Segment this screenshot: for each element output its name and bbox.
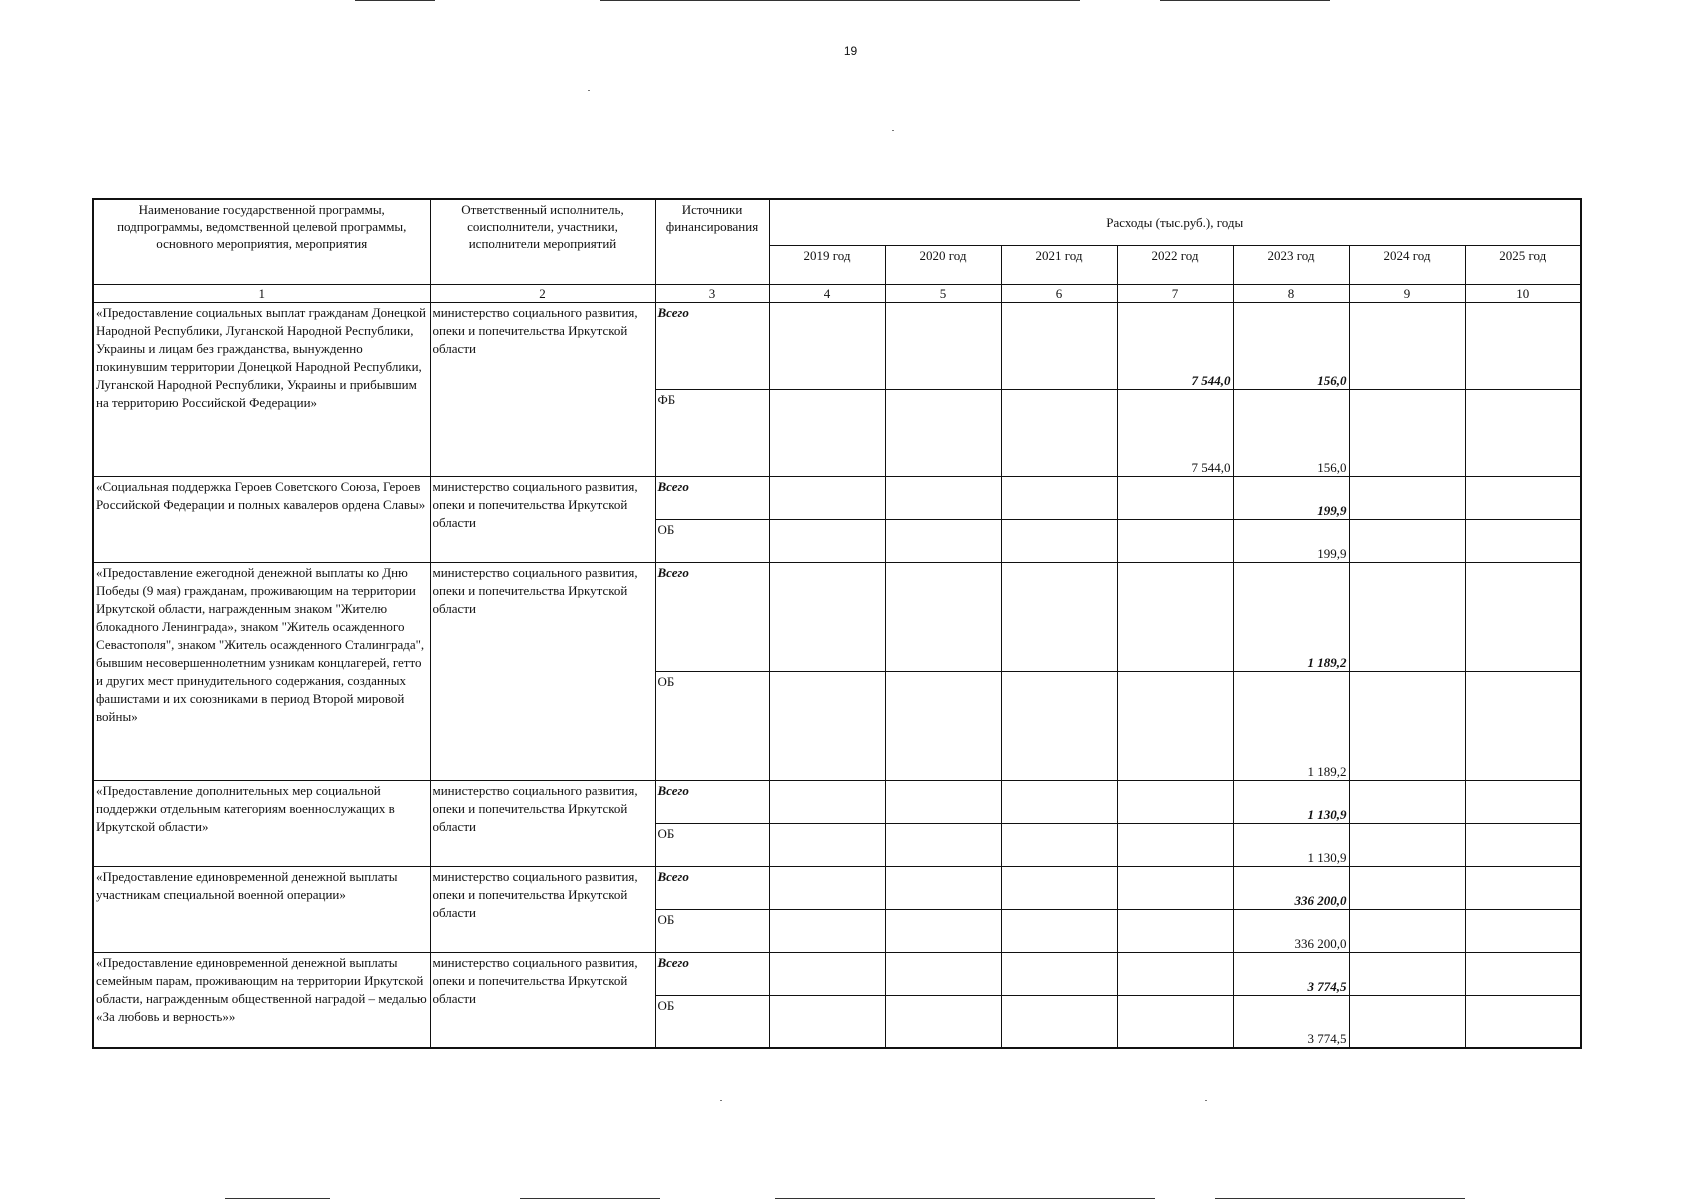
source-total: Всего [655, 866, 769, 909]
table-row [93, 476, 1581, 519]
source-total: Всего [655, 780, 769, 823]
value-2023: 336 200,0 [1233, 909, 1349, 952]
activity-name: «Предоставление дополнительных мер социальной поддержки отдельным категориям военнослужащих в Иркутской области» [93, 780, 430, 866]
column-number: 3 [655, 284, 769, 302]
value-2024 [1349, 519, 1465, 562]
value-2024 [1349, 952, 1465, 995]
scan-edge-line [1160, 0, 1330, 1]
value-2022: 7 544,0 [1117, 302, 1233, 389]
source-fund: ОБ [655, 909, 769, 952]
scan-edge-line [1215, 1198, 1465, 1199]
value-2023: 3 774,5 [1233, 952, 1349, 995]
column-number: 7 [1117, 284, 1233, 302]
value-2023: 199,9 [1233, 476, 1349, 519]
value-2022 [1117, 866, 1233, 909]
value-2020 [885, 995, 1001, 1048]
value-2023: 336 200,0 [1233, 866, 1349, 909]
activity-executor: министерство социального развития, опеки и попечительства Иркутской области [430, 952, 655, 1048]
header-executor: Ответственный исполнитель, соисполнители, участники, исполнители мероприятий [430, 199, 655, 284]
scan-edge-line [600, 0, 1080, 1]
value-2025 [1465, 519, 1581, 562]
activity-executor: министерство социального развития, опеки и попечительства Иркутской области [430, 476, 655, 562]
source-fund: ОБ [655, 995, 769, 1048]
header-year-2021: 2021 год [1001, 245, 1117, 284]
header-year-2023: 2023 год [1233, 245, 1349, 284]
value-2023: 1 130,9 [1233, 780, 1349, 823]
value-2021 [1001, 389, 1117, 476]
value-2019 [769, 562, 885, 671]
table-row [93, 952, 1581, 995]
value-2025 [1465, 302, 1581, 389]
table-row [93, 866, 1581, 909]
value-2024 [1349, 995, 1465, 1048]
column-number: 2 [430, 284, 655, 302]
value-2019 [769, 780, 885, 823]
activity-executor: министерство социального развития, опеки и попечительства Иркутской области [430, 562, 655, 780]
scan-speck [892, 130, 894, 131]
scan-speck [1205, 1100, 1207, 1101]
source-total: Всего [655, 302, 769, 389]
value-2023: 156,0 [1233, 302, 1349, 389]
value-2025 [1465, 952, 1581, 995]
table-row [93, 780, 1581, 823]
header-year-2022: 2022 год [1117, 245, 1233, 284]
value-2020 [885, 562, 1001, 671]
value-2021 [1001, 866, 1117, 909]
value-2023: 156,0 [1233, 389, 1349, 476]
page-number: 19 [843, 44, 858, 58]
value-2020 [885, 302, 1001, 389]
value-2021 [1001, 995, 1117, 1048]
source-fund: ФБ [655, 389, 769, 476]
value-2022: 7 544,0 [1117, 389, 1233, 476]
header-expenses: Расходы (тыс.руб.), годы [769, 199, 1581, 245]
activity-name: «Предоставление ежегодной денежной выплаты ко Дню Победы (9 мая) гражданам, проживающим на территории Иркутской области, награжденным знаком "Жителю блокадного Ленинграда», знаком "Житель осажденного Севастополя", знаком "Житель осажденного Сталинграда", бывшим несовершеннолетним узникам концлагерей, гетто и других мест принудительного содержания, созданных фашистами и их союзниками в период Второй мировой войны» [93, 562, 430, 780]
value-2022 [1117, 909, 1233, 952]
value-2019 [769, 952, 885, 995]
value-2019 [769, 389, 885, 476]
activity-executor: министерство социального развития, опеки и попечительства Иркутской области [430, 866, 655, 952]
value-2022 [1117, 952, 1233, 995]
value-2020 [885, 866, 1001, 909]
value-2023: 3 774,5 [1233, 995, 1349, 1048]
value-2021 [1001, 909, 1117, 952]
value-2019 [769, 302, 885, 389]
source-fund: ОБ [655, 519, 769, 562]
value-2024 [1349, 302, 1465, 389]
value-2019 [769, 671, 885, 780]
value-2019 [769, 476, 885, 519]
value-2019 [769, 866, 885, 909]
activity-name: «Предоставление социальных выплат гражданам Донецкой Народной Республики, Луганской Народной Республики, Украины и лицам без гражданства, вынужденно покинувшим территории Донецкой Народной Республики, Луганской Народной Республики, Украины и прибывшим на территорию Российской Федерации» [93, 302, 430, 476]
value-2025 [1465, 476, 1581, 519]
column-number: 1 [93, 284, 430, 302]
column-number: 10 [1465, 284, 1581, 302]
value-2019 [769, 909, 885, 952]
source-total: Всего [655, 562, 769, 671]
header-name: Наименование государственной программы, подпрограммы, ведомственной целевой программы, основного мероприятия, мероприятия [93, 199, 430, 284]
value-2024 [1349, 866, 1465, 909]
scan-speck [588, 90, 590, 91]
budget-table [92, 198, 1582, 1049]
value-2025 [1465, 389, 1581, 476]
value-2024 [1349, 671, 1465, 780]
value-2021 [1001, 671, 1117, 780]
value-2025 [1465, 562, 1581, 671]
value-2020 [885, 780, 1001, 823]
value-2021 [1001, 780, 1117, 823]
value-2020 [885, 823, 1001, 866]
value-2024 [1349, 389, 1465, 476]
column-number: 9 [1349, 284, 1465, 302]
value-2021 [1001, 519, 1117, 562]
activity-name: «Предоставление единовременной денежной выплаты семейным парам, проживающим на территории Иркутской области, награжденным общественной наградой – медалью «За любовь и верность»» [93, 952, 430, 1048]
value-2022 [1117, 562, 1233, 671]
value-2022 [1117, 476, 1233, 519]
value-2019 [769, 823, 885, 866]
header-source: Источники финансирования [655, 199, 769, 284]
table-row [93, 562, 1581, 671]
source-total: Всего [655, 952, 769, 995]
activity-name: «Предоставление единовременной денежной выплаты участникам специальной военной операции» [93, 866, 430, 952]
value-2022 [1117, 671, 1233, 780]
value-2025 [1465, 823, 1581, 866]
source-fund: ОБ [655, 823, 769, 866]
value-2020 [885, 389, 1001, 476]
value-2022 [1117, 995, 1233, 1048]
value-2023: 1 130,9 [1233, 823, 1349, 866]
scan-speck [720, 1100, 722, 1101]
value-2025 [1465, 671, 1581, 780]
source-total: Всего [655, 476, 769, 519]
value-2021 [1001, 476, 1117, 519]
value-2022 [1117, 823, 1233, 866]
value-2022 [1117, 780, 1233, 823]
column-number: 4 [769, 284, 885, 302]
value-2023: 1 189,2 [1233, 671, 1349, 780]
value-2024 [1349, 823, 1465, 866]
value-2024 [1349, 909, 1465, 952]
value-2020 [885, 476, 1001, 519]
scan-edge-line [520, 1198, 660, 1199]
value-2021 [1001, 562, 1117, 671]
activity-executor: министерство социального развития, опеки и попечительства Иркутской области [430, 780, 655, 866]
activity-name: «Социальная поддержка Героев Советского Союза, Героев Российской Федерации и полных кавалеров ордена Славы» [93, 476, 430, 562]
value-2023: 1 189,2 [1233, 562, 1349, 671]
column-number: 5 [885, 284, 1001, 302]
value-2019 [769, 995, 885, 1048]
value-2019 [769, 519, 885, 562]
value-2022 [1117, 519, 1233, 562]
header-year-2020: 2020 год [885, 245, 1001, 284]
value-2024 [1349, 476, 1465, 519]
value-2025 [1465, 780, 1581, 823]
source-fund: ОБ [655, 671, 769, 780]
table-row [93, 302, 1581, 389]
value-2025 [1465, 866, 1581, 909]
activity-executor: министерство социального развития, опеки и попечительства Иркутской области [430, 302, 655, 476]
value-2021 [1001, 302, 1117, 389]
scan-edge-line [225, 1198, 330, 1199]
value-2021 [1001, 952, 1117, 995]
scan-edge-line [355, 0, 435, 1]
column-number: 8 [1233, 284, 1349, 302]
value-2020 [885, 952, 1001, 995]
scan-edge-line [775, 1198, 1155, 1199]
value-2020 [885, 671, 1001, 780]
value-2025 [1465, 995, 1581, 1048]
header-year-2019: 2019 год [769, 245, 885, 284]
value-2020 [885, 909, 1001, 952]
value-2020 [885, 519, 1001, 562]
column-number: 6 [1001, 284, 1117, 302]
header-year-2024: 2024 год [1349, 245, 1465, 284]
value-2024 [1349, 780, 1465, 823]
value-2021 [1001, 823, 1117, 866]
header-year-2025: 2025 год [1465, 245, 1581, 284]
value-2024 [1349, 562, 1465, 671]
value-2025 [1465, 909, 1581, 952]
value-2023: 199,9 [1233, 519, 1349, 562]
